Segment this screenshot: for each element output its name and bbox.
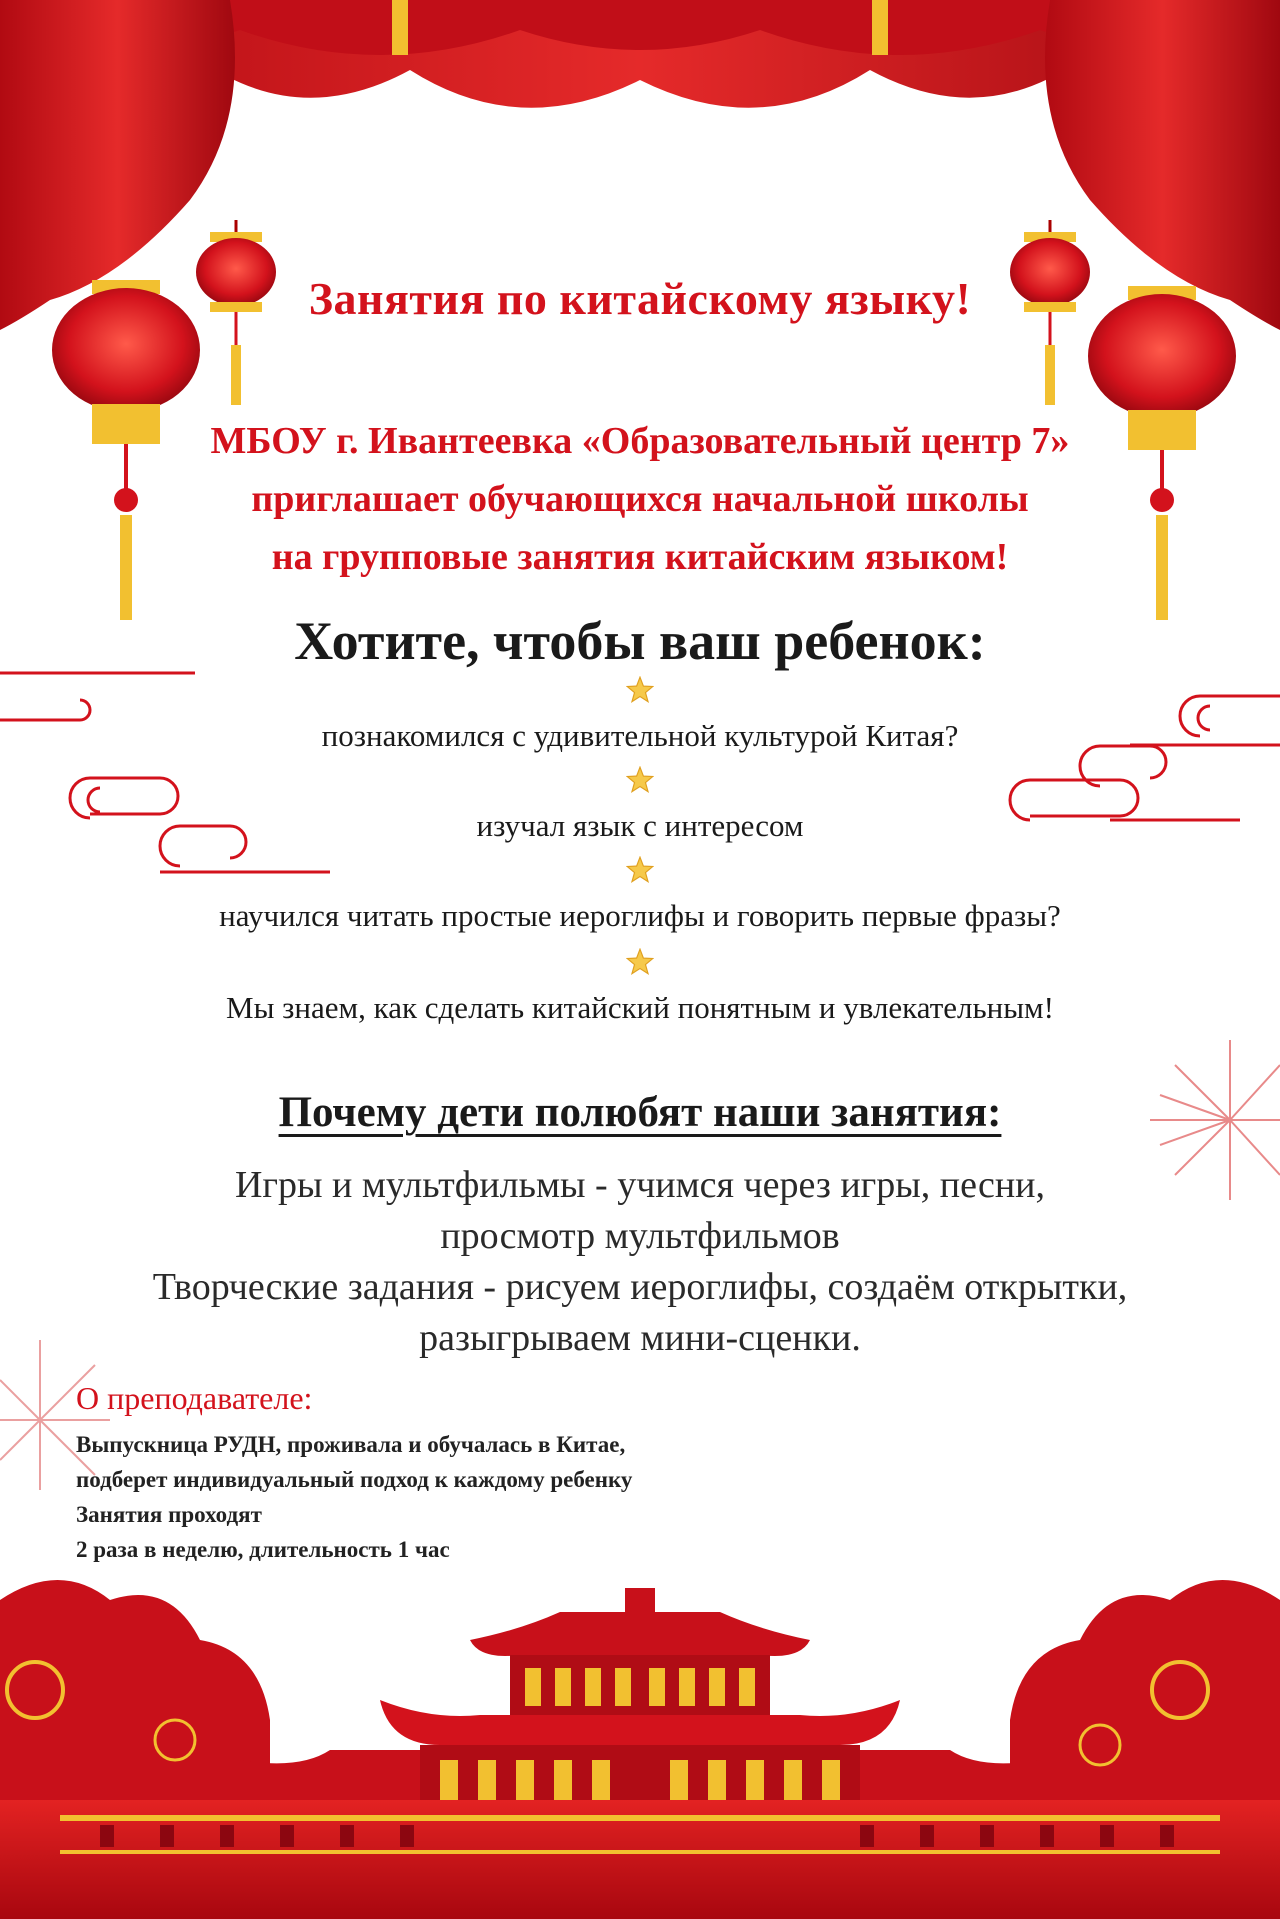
question-bullet: изучал язык с интересом [476,808,804,843]
teacher-line: подберет индивидуальный подход к каждому ребенку [76,1467,633,1492]
star-icon [626,766,654,794]
why-line: разыгрываем мини-сценки. [419,1317,861,1359]
why-heading: Почему дети полюбят наши занятия: [278,1089,1002,1136]
question-bullet: Мы знаем, как сделать китайский понятным и увлекательным! [226,990,1054,1025]
cloud-icon [1010,696,1280,820]
invitation-line: МБОУ г. Ивантеевка «Образовательный центр 7» [210,420,1070,462]
page-title: Занятия по китайскому языку! [308,273,972,324]
star-icon [626,856,654,884]
why-body [0,1160,1280,1364]
invitation-line: на групповые занятия китайским языком! [271,536,1009,578]
question-bullet: научился читать простые иероглифы и говорить первые фразы? [219,898,1061,933]
why-line: Игры и мультфильмы - учимся через игры, песни, [234,1164,1045,1206]
star-icon [626,676,654,704]
question-heading: Хотите, чтобы ваш ребенок: [294,611,986,671]
teacher-section [76,1380,856,1567]
why-line: просмотр мультфильмов [440,1215,840,1257]
teacher-line: Выпускница РУДН, проживала и обучалась в Китае, [76,1432,626,1457]
teacher-heading: О преподавателе: [76,1380,313,1416]
why-line: Творческие задания - рисуем иероглифы, создаём открытки, [152,1266,1128,1308]
question-bullet: познакомился с удивительной культурой Китая? [321,718,959,753]
teacher-line: Занятия проходят [76,1502,262,1527]
invitation-line: приглашает обучающихся начальной школы [251,478,1029,520]
star-icon [626,948,654,976]
teacher-line: 2 раза в неделю, длительность 1 час [76,1537,450,1562]
invitation-text [0,412,1280,586]
